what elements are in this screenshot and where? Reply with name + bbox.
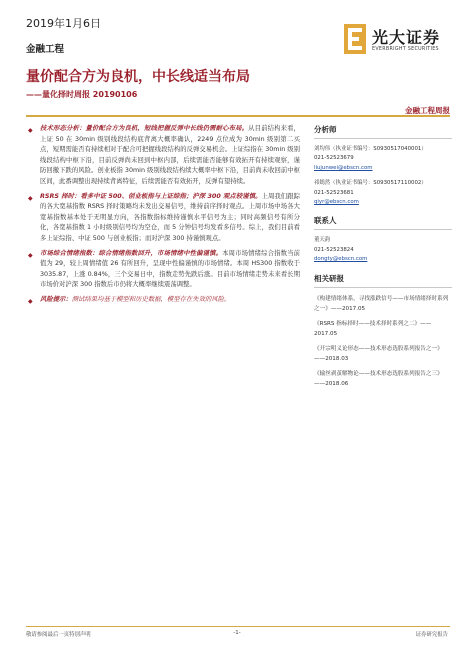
report-type-label: 金融工程周报 bbox=[405, 106, 450, 115]
related-report-item[interactable]: 《构建情绪体系，寻找涨跌信号——市场情绪择时系列之一》——2017.05 bbox=[314, 295, 449, 312]
sidebar bbox=[314, 118, 452, 394]
paragraph-body: 本周市场情绪综合指数当前值为 29，较上周情绪值 26 有所回升，呈现中性偏谨慎的市场情绪。本周 HS300 指数收于 3035.87，上涨 0.84%，三个交易日中，指数走势先跌后涨。目前市场情绪走势未来看长期市场价对沪深 300 指数后市仍将大概率继续震荡调整。 bbox=[40, 249, 300, 289]
analyst-email-link[interactable]: qiyr@ebscn.com bbox=[314, 199, 359, 206]
summary-column bbox=[28, 124, 300, 310]
contact-phone: 021-52523824 bbox=[314, 246, 354, 253]
logo-text-en: EVERBRIGHT SECURITIES bbox=[372, 47, 439, 52]
related-report-title: 《输丝剥茧解物论——技术形态选股系列报告之三》 bbox=[314, 370, 443, 377]
report-date: 2019年1月6日 bbox=[26, 17, 101, 30]
bullet-icon: ◆ bbox=[28, 194, 33, 202]
analyst-phone: 021-52523679 bbox=[314, 155, 354, 162]
contact-card bbox=[314, 236, 452, 264]
contact-name: 董天韵 bbox=[314, 237, 331, 244]
header-divider bbox=[26, 115, 450, 117]
footer-report-label: 证券研究报告 bbox=[415, 632, 448, 638]
summary-paragraph-technical bbox=[28, 124, 300, 188]
related-report-date: 2017.05 bbox=[341, 305, 366, 312]
bullet-icon: ◆ bbox=[28, 297, 33, 305]
paragraph-body: 测试结果均基于模型和历史数据，模型存在失效的风险。 bbox=[71, 295, 231, 303]
paragraph-body: 上周我们跟踪的各大宽基指数 RSRS 择时策略均未发出交易信号，维持前序择时观点。上周市场中场各大宽基指数基本处于无明显方向，各指数指标维持谨慎水平信号为主；同时高频信号有所分化，各宽基指数 1 小时级别信号均为空仓，而 5 分钟信号均发看多信号。综上，我们目前看多上证综指、中证 500 与创业板指；而对沪深 300 持谨慎观点。 bbox=[40, 192, 300, 242]
analysts-heading: 分析师 bbox=[314, 124, 452, 139]
footer-divider bbox=[26, 626, 450, 627]
company-logo bbox=[344, 22, 452, 62]
summary-paragraph-risk bbox=[28, 295, 300, 306]
logo-text-cn: 光大证券 bbox=[372, 28, 441, 47]
paragraph-lead: 风险提示： bbox=[40, 295, 72, 303]
analyst-phone: 021-52523681 bbox=[314, 189, 354, 196]
related-reports-heading: 相关研报 bbox=[314, 273, 452, 288]
report-category: 金融工程 bbox=[26, 44, 65, 55]
related-report-date: 2018.03 bbox=[325, 355, 349, 362]
summary-paragraph-sentiment bbox=[28, 249, 300, 291]
footer-disclaimer: 敬请参阅最后一页特别声明 bbox=[26, 632, 91, 638]
related-report-title: 《开宗明义论形态——技术形态选股系列报告之一》 bbox=[314, 345, 443, 352]
paragraph-lead: 市场综合情绪指数：综合情绪指数回升，市场情绪中性偏谨慎。 bbox=[40, 249, 223, 257]
contact-email-link[interactable]: dongty@ebscn.com bbox=[314, 256, 368, 263]
related-report-item[interactable]: 《开宗明义论形态——技术形态选股系列报告之一》——2018.03 bbox=[314, 345, 443, 362]
page-number: -1- bbox=[233, 630, 241, 636]
paragraph-body: 从目前结构来看，上证 50 在 30min 级别线段结构底背离大概率确认，2249 点位成为 30min 级别第二买点，短期需能否有持续相对于配合可把握线段结构的反弹交易机会。上证综指在 30min 级别线段结构中枢下沿，目前反弹尚未回到中枢内部，后续需能否能够有效拓开有持续观察，谨防回撤下跌的风险。创业板指 30min 级别线段结构续大概率中枢下沿，目前尚未收回前中枢区间，此番调整出现持续背离特征，后续需能否有效拓开，反弹有望持续。 bbox=[40, 125, 300, 185]
report-subtitle: ——量化择时周报 20190106 bbox=[26, 90, 138, 99]
report-title: 量价配合方为良机，中长线适当布局 bbox=[26, 69, 250, 85]
analyst-email-link[interactable]: liujunwei@ebscn.com bbox=[314, 164, 373, 171]
analyst-name: 刘均伟（执业证书编号：S0930517040001） bbox=[314, 146, 427, 152]
bullet-icon: ◆ bbox=[28, 251, 33, 259]
related-report-title: 《RSRS 指标择时——技术择时系列之二》 bbox=[314, 320, 421, 327]
paragraph-lead: RSRS 择时：看多中证 500、创业板指与上证综指；沪深 300 观点较谨慎。 bbox=[40, 192, 262, 200]
analyst-card bbox=[314, 179, 452, 207]
related-report-date: 2017.05 bbox=[314, 330, 338, 337]
related-report-date: 2018.06 bbox=[325, 380, 349, 387]
analyst-card bbox=[314, 145, 452, 173]
related-report-item[interactable]: 《输丝剥茧解物论——技术形态选股系列报告之三》——2018.06 bbox=[314, 370, 443, 387]
everbright-logo-icon bbox=[344, 24, 366, 54]
related-report-title: 《构建情绪体系，寻找涨跌信号——市场情绪择时系列之一》 bbox=[314, 295, 449, 312]
related-report-item[interactable]: 《RSRS 指标择时——技术择时系列之二》——2017.05 bbox=[314, 320, 432, 337]
bullet-icon: ◆ bbox=[28, 127, 33, 134]
summary-paragraph-rsrs bbox=[28, 192, 300, 245]
paragraph-lead: 技术形态分析：量价配合方为良机，短线把握反弹中长线仍需耐心布局。 bbox=[40, 125, 249, 132]
analyst-name: 祁嫣然（执业证书编号：S0930517110002） bbox=[314, 180, 427, 187]
contacts-heading: 联系人 bbox=[314, 215, 452, 230]
